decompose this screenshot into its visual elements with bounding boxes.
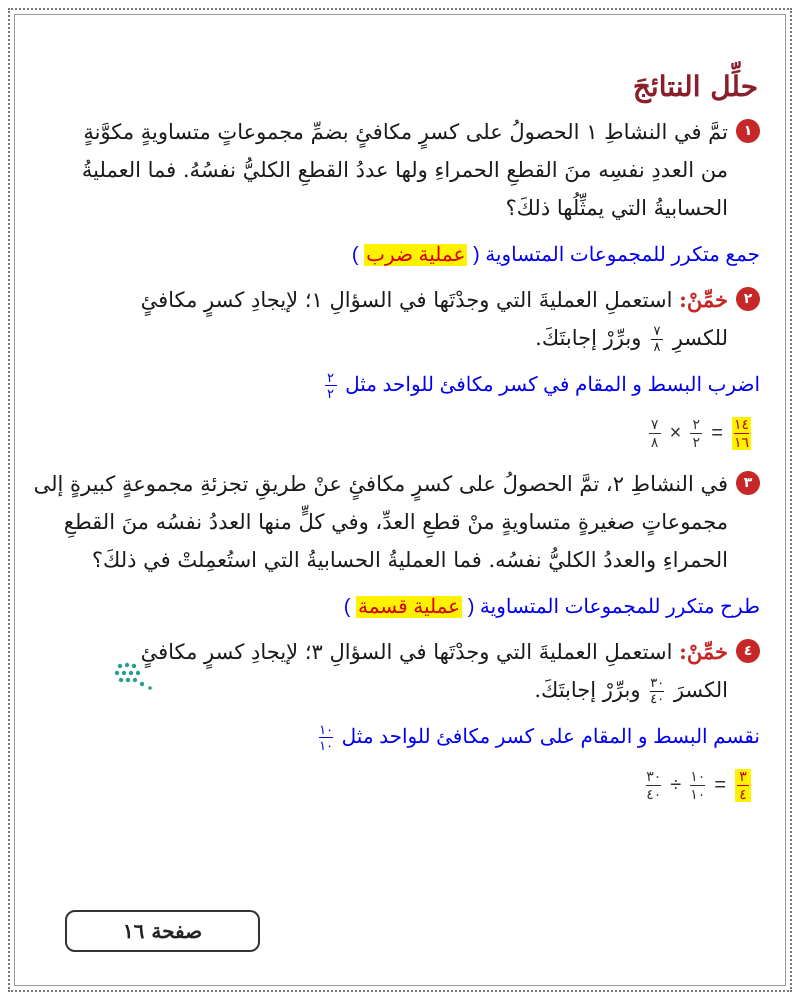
question-line: الحسابيةُ التي يمثِّلُها ذلكَ؟ — [505, 196, 728, 220]
answer-3 — [40, 591, 760, 623]
question-number-badge: ٢ — [736, 287, 760, 311]
denominator: ٤٠ — [646, 785, 662, 802]
numerator: ٣٠ — [646, 767, 662, 784]
fraction — [646, 769, 661, 802]
denominator: ١٠ — [690, 785, 706, 802]
question-line: تمَّ في النشاطِ ١ الحصولُ على كسرٍ مكافئٍ بضمِّ مجموعاتٍ متساويةٍ مكوَّنةٍ — [83, 120, 728, 144]
numerator: ١٤ — [733, 415, 749, 432]
fraction — [690, 417, 702, 450]
worksheet — [33, 70, 760, 817]
equation-2 — [40, 763, 754, 807]
numerator: ٧ — [653, 324, 661, 339]
numerator: ٣ — [739, 767, 747, 784]
answer-text: اضرب البسط و المقام في كسر مكافئ للواحد مثل — [345, 374, 760, 396]
fraction — [651, 325, 663, 354]
think-label: خمِّنْ: — [679, 639, 728, 664]
denominator: ٨ — [650, 433, 659, 450]
denominator: ١٠ — [319, 738, 334, 754]
numerator: ٧ — [650, 415, 659, 432]
answer-text: طرح متكرر للمجموعات المتساوية ( — [467, 596, 760, 618]
question-line: في النشاطِ ٢، تمَّ الحصولُ على كسرٍ مكافئٍ عنْ طريقِ تجزئةِ مجموعةٍ كبيرةٍ إلى — [33, 472, 728, 496]
numerator: ١٠ — [319, 722, 334, 738]
answer-4 — [40, 721, 760, 753]
fraction — [649, 417, 661, 450]
denominator: ٤٠ — [650, 692, 665, 707]
fraction — [325, 371, 337, 400]
question-line: من العددِ نفسِه منَ القطعِ الحمراءِ ولها عددُ القطعِ الكليُّ نفسُهُ. فما العمليةُ — [81, 158, 728, 182]
fraction — [650, 677, 664, 706]
result-fraction — [732, 417, 751, 450]
numerator: ٢ — [692, 415, 701, 432]
numerator: ١٠ — [690, 767, 706, 784]
question-line — [141, 319, 728, 357]
denominator: ٢ — [692, 433, 701, 450]
answer-paren: ) — [343, 596, 351, 618]
denominator: ١٦ — [733, 433, 749, 450]
equals-sign: = — [714, 773, 726, 796]
question-3 — [33, 465, 760, 579]
question-number-badge: ٤ — [736, 639, 760, 663]
question-line: الحمراءِ والعددُ الكليُّ نفسُه. فما العمليةُ الحسابيةُ التي استُعمِلتْ في ذلكَ؟ — [91, 548, 728, 572]
result-fraction — [735, 769, 751, 802]
question-text: وبرِّرْ إجابتَكَ. — [535, 326, 642, 350]
answer-1 — [40, 239, 760, 271]
answer-highlight: عملية ضرب — [366, 244, 466, 266]
think-label: خمِّنْ: — [679, 287, 728, 312]
numerator: ٢ — [327, 370, 335, 386]
answer-2 — [40, 369, 760, 401]
fraction — [690, 769, 705, 802]
question-number-badge: ١ — [736, 119, 760, 143]
question-2 — [40, 281, 760, 357]
answer-paren: ) — [351, 244, 359, 266]
decorative-dots-icon — [112, 660, 156, 700]
question-text: الكسرَ — [673, 678, 728, 702]
operator: ÷ — [670, 773, 682, 796]
operator: × — [669, 421, 682, 444]
question-1 — [40, 113, 760, 227]
question-text: وبرِّرْ إجابتَكَ. — [534, 678, 641, 702]
denominator: ٢ — [327, 386, 335, 402]
answer-text: نقسم البسط و المقام على كسر مكافئ للواحد مثل — [341, 726, 760, 748]
question-number-badge: ٣ — [736, 471, 760, 495]
fraction — [319, 723, 333, 752]
page-number-label: صفحة ١٦ — [65, 910, 260, 952]
question-text: استعملِ العمليةَ التي وجدْتَها في السؤالِ ٣؛ لإيجادِ كسرٍ مكافئٍ — [140, 640, 673, 664]
question-line — [141, 281, 728, 319]
section-heading: حلِّل النتائجَ — [632, 70, 758, 103]
question-line — [141, 633, 728, 671]
equation-1 — [40, 411, 754, 455]
question-text: للكسرِ — [672, 326, 728, 350]
answer-text: جمع متكرر للمجموعات المتساوية ( — [472, 244, 760, 266]
equals-sign: = — [711, 421, 723, 444]
answer-highlight: عملية قسمة — [358, 596, 461, 618]
question-text: استعملِ العمليةَ التي وجدْتَها في السؤالِ ١؛ لإيجادِ كسرٍ مكافئٍ — [140, 288, 673, 312]
numerator: ٣٠ — [650, 676, 665, 691]
denominator: ٨ — [653, 340, 661, 355]
question-line: مجموعاتٍ صغيرةٍ متساويةٍ منْ قطعِ العدِّ، وفي كلٍّ منها العددُ نفسُه منَ القطعِ — [63, 510, 728, 534]
question-line — [141, 671, 728, 709]
denominator: ٤ — [739, 785, 747, 802]
